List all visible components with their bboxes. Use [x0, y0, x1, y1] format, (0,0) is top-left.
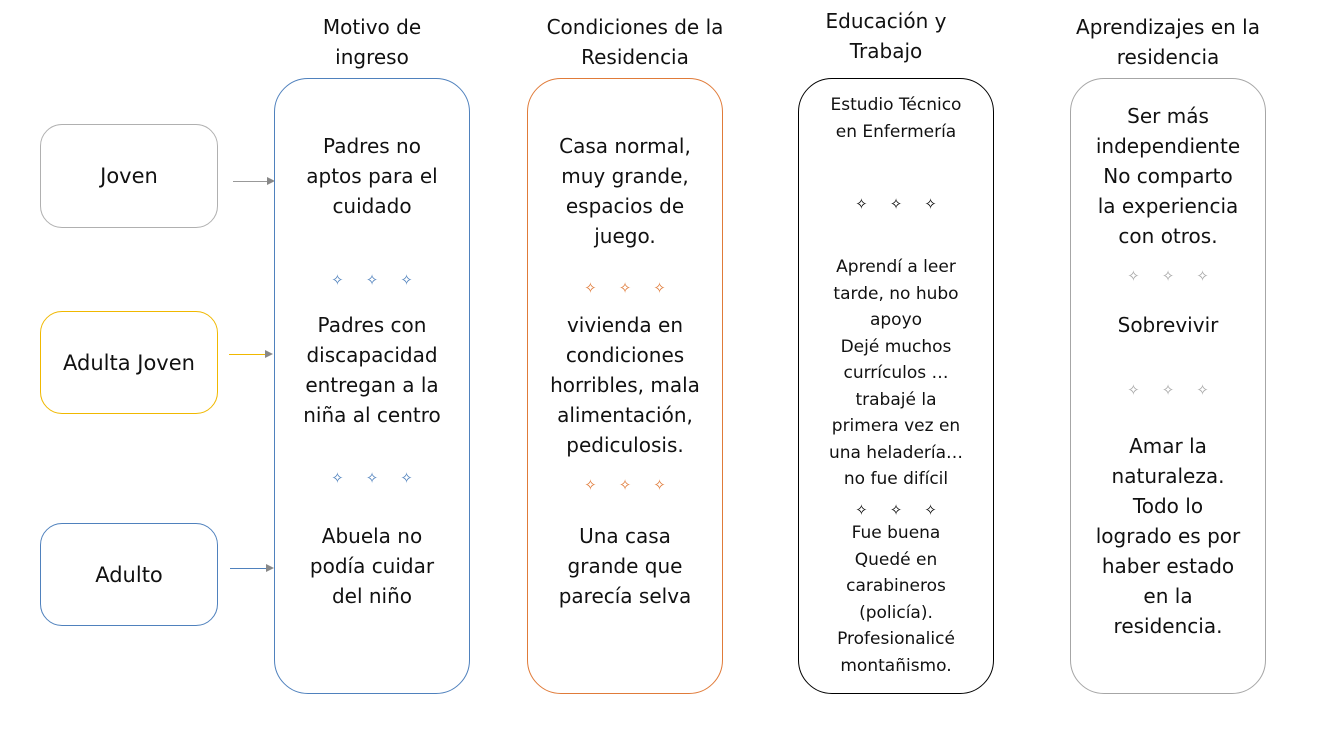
star-icon: ✧ — [584, 476, 597, 494]
group-box-adulta-joven — [40, 311, 218, 414]
column-condiciones-residencia — [527, 78, 723, 694]
separator-stars — [275, 272, 469, 288]
group-box-joven — [40, 124, 218, 228]
group-box-adulto — [40, 523, 218, 626]
separator-stars — [799, 502, 993, 518]
aprendizajes-adulta-joven-text: Sobrevivir — [1117, 313, 1219, 337]
star-icon: ✧ — [1127, 381, 1140, 399]
header-educacion-trabajo: Educación y Trabajo — [825, 9, 947, 63]
header-motivo-de-ingreso: Motivo de ingreso — [322, 15, 422, 69]
educacion-adulto-text: Fue buena Quedé en carabineros (policía). Profesionalicé montañismo. — [837, 523, 955, 676]
motivo-adulta-joven-text: Padres con discapacidad entregan a la niña al centro — [303, 313, 441, 427]
header-aprendizajes: Aprendizajes en la residencia — [1076, 15, 1260, 69]
star-icon: ✧ — [889, 501, 903, 519]
arrow-joven — [233, 181, 273, 182]
motivo-adulto-text: Abuela no podía cuidar del niño — [309, 524, 435, 608]
star-icon: ✧ — [584, 279, 597, 297]
group-label-adulta-joven: Adulta Joven — [63, 350, 195, 375]
star-icon: ✧ — [1161, 267, 1175, 285]
column-motivo-de-ingreso — [274, 78, 470, 694]
aprendizajes-adulto-text: Amar la naturaleza. Todo lo logrado es por haber estado en la residencia. — [1095, 434, 1241, 638]
separator-stars — [528, 280, 722, 296]
star-icon: ✧ — [855, 501, 868, 519]
star-icon: ✧ — [1127, 267, 1140, 285]
star-icon: ✧ — [1196, 267, 1209, 285]
condiciones-adulto-text: Una casa grande que parecía selva — [558, 524, 692, 608]
motivo-joven-text: Padres no aptos para el cuidado — [306, 134, 438, 218]
star-icon: ✧ — [1161, 381, 1175, 399]
star-icon: ✧ — [653, 279, 666, 297]
aprendizajes-joven-text: Ser más independiente No comparto la experiencia con otros. — [1095, 104, 1241, 248]
arrow-adulta-joven — [229, 354, 271, 355]
separator-stars — [275, 470, 469, 486]
educacion-joven-text: Estudio Técnico en Enfermería — [830, 95, 962, 142]
star-icon: ✧ — [331, 469, 344, 487]
star-icon: ✧ — [1196, 381, 1209, 399]
condiciones-joven-text: Casa normal, muy grande, espacios de juego. — [559, 134, 691, 248]
arrow-adulto — [230, 568, 272, 569]
separator-stars — [799, 196, 993, 212]
column-educacion-trabajo — [798, 78, 994, 694]
educacion-adulta-joven-text: Aprendí a leer tarde, no hubo apoyo Dejé muchos currículos … trabajé la primera vez en una heladería… no fue difícil — [828, 257, 964, 489]
separator-stars — [1071, 382, 1265, 398]
star-icon: ✧ — [924, 195, 937, 213]
star-icon: ✧ — [924, 501, 937, 519]
star-icon: ✧ — [365, 469, 379, 487]
separator-stars — [1071, 268, 1265, 284]
star-icon: ✧ — [618, 279, 632, 297]
column-aprendizajes — [1070, 78, 1266, 694]
group-label-joven: Joven — [100, 164, 158, 188]
star-icon: ✧ — [855, 195, 868, 213]
star-icon: ✧ — [365, 271, 379, 289]
condiciones-adulta-joven-text: vivienda en condiciones horribles, mala alimentación, pediculosis. — [550, 313, 700, 457]
star-icon: ✧ — [400, 271, 413, 289]
star-icon: ✧ — [400, 469, 413, 487]
star-icon: ✧ — [653, 476, 666, 494]
group-label-adulto: Adulto — [95, 562, 163, 587]
star-icon: ✧ — [331, 271, 344, 289]
separator-stars — [528, 477, 722, 493]
star-icon: ✧ — [618, 476, 632, 494]
header-condiciones-residencia: Condiciones de la Residencia — [546, 15, 724, 69]
star-icon: ✧ — [889, 195, 903, 213]
